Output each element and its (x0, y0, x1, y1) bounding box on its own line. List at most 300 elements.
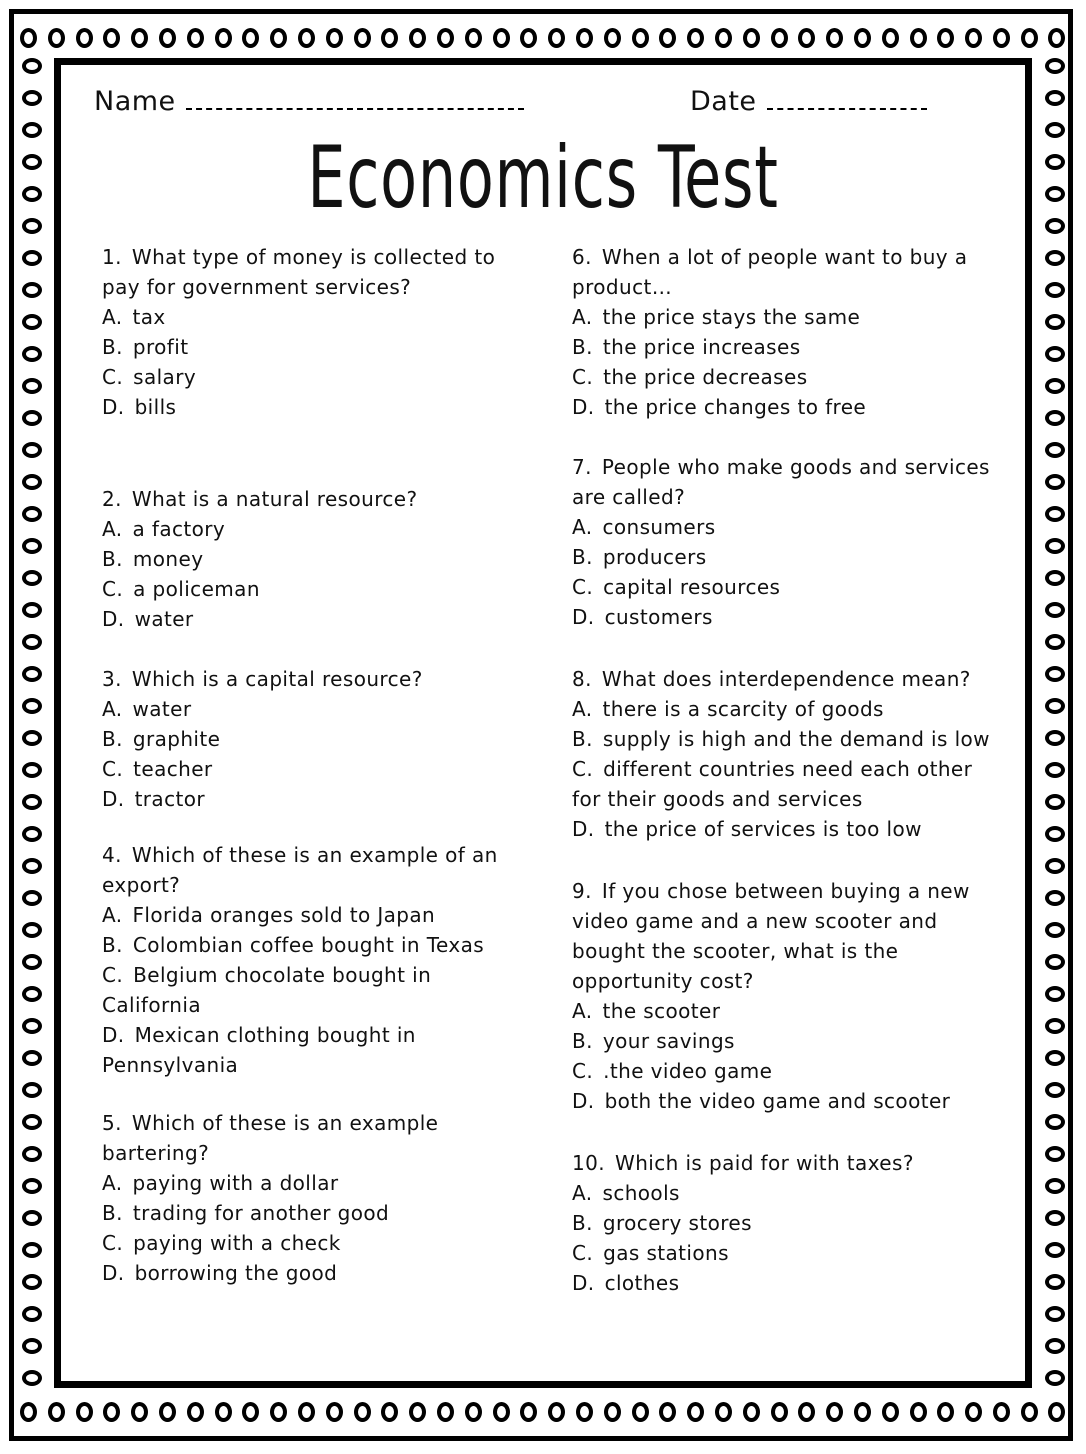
option-text: money (132, 547, 204, 571)
option-text: there is a scarcity of goods (602, 697, 884, 721)
ring-icon (22, 186, 42, 202)
ring-icon (270, 1402, 287, 1422)
option-text: Mexican clothing bought in Pennsylvania (102, 1023, 416, 1077)
ring-icon (1045, 1082, 1065, 1098)
option-text: paying with a check (133, 1231, 341, 1255)
decorative-ring-border-bottom (20, 1397, 1066, 1427)
ring-icon (1045, 314, 1065, 330)
question-prompt: What type of money is collected to pay for government services? (102, 245, 496, 299)
answer-option[interactable] (572, 1268, 1002, 1298)
answer-option[interactable] (102, 784, 532, 814)
answer-option[interactable] (102, 604, 532, 634)
ring-icon (437, 1402, 454, 1422)
option-letter: D. (572, 1089, 595, 1113)
question-text (102, 664, 532, 694)
question-text (572, 452, 1002, 512)
question-text (102, 840, 532, 900)
ring-icon (576, 28, 593, 48)
option-letter: A. (102, 1171, 123, 1195)
option-letter: C. (102, 757, 124, 781)
ring-icon (1045, 250, 1065, 266)
option-text: the price changes to free (604, 395, 867, 419)
ring-icon (1021, 1402, 1038, 1422)
ring-icon (242, 1402, 259, 1422)
option-letter: D. (572, 1271, 595, 1295)
ring-icon (1045, 1178, 1065, 1194)
ring-icon (298, 1402, 315, 1422)
option-text: the price of services is too low (604, 817, 922, 841)
ring-icon (937, 1402, 954, 1422)
ring-icon (22, 474, 42, 490)
ring-icon (1045, 890, 1065, 906)
ring-icon (326, 28, 343, 48)
option-letter: B. (572, 335, 593, 359)
option-text: the price stays the same (602, 305, 861, 329)
ring-icon (22, 1018, 42, 1034)
answer-option[interactable] (102, 514, 532, 544)
ring-icon (604, 28, 621, 48)
answer-option[interactable] (572, 1086, 1002, 1116)
ring-icon (22, 314, 42, 330)
ring-icon (1045, 1050, 1065, 1066)
ring-icon (409, 28, 426, 48)
decorative-ring-border-left (17, 58, 47, 1386)
ring-icon (22, 346, 42, 362)
option-text: supply is high and the demand is low (602, 727, 990, 751)
ring-icon (1045, 1274, 1065, 1290)
question-10 (572, 1148, 1002, 1298)
ring-icon (381, 1402, 398, 1422)
ring-icon (270, 28, 287, 48)
question-4 (102, 840, 532, 1080)
answer-option[interactable] (572, 996, 1002, 1026)
ring-icon (22, 762, 42, 778)
question-number: 9. (572, 879, 592, 903)
answer-option[interactable] (572, 1026, 1002, 1056)
answer-option[interactable] (102, 754, 532, 784)
ring-icon (22, 1114, 42, 1130)
ring-icon (1045, 954, 1065, 970)
question-3 (102, 664, 532, 814)
option-letter: D. (102, 395, 125, 419)
option-letter: D. (572, 817, 595, 841)
ring-icon (187, 28, 204, 48)
question-text (572, 242, 1002, 302)
question-text (572, 1148, 1002, 1178)
ring-icon (493, 1402, 510, 1422)
ring-icon (326, 1402, 343, 1422)
ring-icon (548, 28, 565, 48)
option-text: teacher (133, 757, 213, 781)
option-letter: C. (572, 1241, 594, 1265)
ring-icon (22, 922, 42, 938)
ring-icon (48, 28, 65, 48)
ring-icon (22, 378, 42, 394)
ring-icon (354, 1402, 371, 1422)
ring-icon (965, 1402, 982, 1422)
name-field[interactable] (94, 86, 524, 117)
answer-option[interactable] (102, 1228, 532, 1258)
ring-icon (22, 410, 42, 426)
date-field[interactable] (690, 86, 927, 117)
answer-option[interactable] (572, 572, 1002, 602)
question-prompt: Which is a capital resource? (131, 667, 423, 691)
question-8 (572, 664, 1002, 844)
ring-icon (1045, 122, 1065, 138)
option-text: the scooter (602, 999, 721, 1023)
option-letter: D. (102, 1023, 125, 1047)
ring-icon (242, 28, 259, 48)
ring-icon (22, 1370, 42, 1386)
option-letter: A. (102, 305, 123, 329)
ring-icon (22, 1178, 42, 1194)
name-label: Name (94, 86, 176, 117)
ring-icon (993, 1402, 1010, 1422)
option-text: both the video game and scooter (604, 1089, 951, 1113)
ring-icon (1045, 90, 1065, 106)
option-text: customers (604, 605, 713, 629)
ring-icon (1045, 538, 1065, 554)
ring-icon (159, 1402, 176, 1422)
ring-icon (659, 28, 676, 48)
option-letter: B. (102, 727, 123, 751)
ring-icon (520, 28, 537, 48)
ring-icon (715, 28, 732, 48)
question-prompt: Which of these is an example of an export? (102, 843, 498, 897)
ring-icon (1045, 1338, 1065, 1354)
ring-icon (76, 1402, 93, 1422)
question-prompt: If you chose between buying a new video game and a new scooter and bought the scooter, what is the opportunity cost? (572, 879, 970, 993)
option-letter: B. (572, 727, 593, 751)
ring-icon (1045, 442, 1065, 458)
answer-option[interactable] (572, 754, 1002, 814)
option-text: producers (602, 545, 707, 569)
option-text: Colombian coffee bought in Texas (132, 933, 485, 957)
question-text (102, 242, 532, 302)
option-letter: A. (572, 305, 593, 329)
ring-icon (1045, 1242, 1065, 1258)
ring-icon (22, 858, 42, 874)
answer-option[interactable] (572, 602, 1002, 632)
ring-icon (22, 218, 42, 234)
ring-icon (22, 954, 42, 970)
answer-option[interactable] (572, 542, 1002, 572)
question-number: 8. (572, 667, 592, 691)
question-prompt: People who make goods and services are called? (572, 455, 990, 509)
ring-icon (22, 1242, 42, 1258)
ring-icon (548, 1402, 565, 1422)
ring-icon (465, 28, 482, 48)
questions-column-left (102, 242, 532, 1288)
ring-icon (22, 1306, 42, 1322)
answer-option[interactable] (572, 332, 1002, 362)
ring-icon (22, 282, 42, 298)
answer-option[interactable] (572, 1208, 1002, 1238)
question-number: 4. (102, 843, 122, 867)
option-letter: C. (572, 757, 594, 781)
ring-icon (743, 1402, 760, 1422)
ring-icon (187, 1402, 204, 1422)
option-text: trading for another good (132, 1201, 390, 1225)
ring-icon (22, 666, 42, 682)
question-prompt: Which is paid for with taxes? (615, 1151, 914, 1175)
option-letter: A. (102, 517, 123, 541)
question-number: 2. (102, 487, 122, 511)
ring-icon (22, 1210, 42, 1226)
ring-icon (22, 1050, 42, 1066)
ring-icon (1045, 794, 1065, 810)
option-letter: B. (102, 335, 123, 359)
answer-option[interactable] (572, 362, 1002, 392)
question-number: 3. (102, 667, 122, 691)
option-text: tax (132, 305, 166, 329)
ring-icon (437, 28, 454, 48)
option-text: bills (134, 395, 177, 419)
question-prompt: Which of these is an example bartering? (102, 1111, 439, 1165)
ring-icon (131, 28, 148, 48)
ring-icon (1045, 730, 1065, 746)
option-letter: D. (572, 605, 595, 629)
ring-icon (798, 1402, 815, 1422)
name-blank[interactable] (186, 106, 524, 110)
ring-icon (381, 28, 398, 48)
ring-icon (1045, 1018, 1065, 1034)
ring-icon (1045, 634, 1065, 650)
answer-option[interactable] (572, 814, 1002, 844)
ring-icon (771, 1402, 788, 1422)
ring-icon (632, 28, 649, 48)
option-text: the price decreases (603, 365, 808, 389)
ring-icon (215, 1402, 232, 1422)
questions-column-right (572, 242, 1002, 1298)
ring-icon (1045, 154, 1065, 170)
answer-option[interactable] (102, 1020, 532, 1080)
answer-option[interactable] (572, 694, 1002, 724)
answer-option[interactable] (102, 302, 532, 332)
option-text: gas stations (603, 1241, 729, 1265)
answer-option[interactable] (102, 960, 532, 1020)
answer-option[interactable] (102, 900, 532, 930)
option-letter: D. (572, 395, 595, 419)
option-text: grocery stores (602, 1211, 752, 1235)
ring-icon (910, 1402, 927, 1422)
ring-icon (854, 1402, 871, 1422)
ring-icon (22, 1274, 42, 1290)
ring-icon (604, 1402, 621, 1422)
ring-icon (965, 28, 982, 48)
question-9 (572, 876, 1002, 1116)
answer-option[interactable] (102, 930, 532, 960)
option-letter: C. (102, 365, 124, 389)
option-letter: A. (572, 515, 593, 539)
ring-icon (22, 1082, 42, 1098)
option-text: consumers (602, 515, 716, 539)
ring-icon (1045, 666, 1065, 682)
date-label: Date (690, 86, 757, 117)
option-text: borrowing the good (134, 1261, 338, 1285)
ring-icon (659, 1402, 676, 1422)
ring-icon (993, 28, 1010, 48)
answer-option[interactable] (102, 574, 532, 604)
answer-option[interactable] (572, 302, 1002, 332)
ring-icon (22, 634, 42, 650)
ring-icon (743, 28, 760, 48)
question-number: 10. (572, 1151, 606, 1175)
decorative-ring-border-top (20, 23, 1066, 53)
option-text: water (132, 697, 192, 721)
ring-icon (76, 28, 93, 48)
ring-icon (715, 1402, 732, 1422)
ring-icon (1048, 28, 1065, 48)
question-number: 5. (102, 1111, 122, 1135)
ring-icon (1045, 474, 1065, 490)
ring-icon (22, 794, 42, 810)
ring-icon (632, 1402, 649, 1422)
option-text: paying with a dollar (132, 1171, 339, 1195)
option-letter: C. (102, 577, 124, 601)
ring-icon (20, 1402, 37, 1422)
ring-icon (103, 1402, 120, 1422)
answer-option[interactable] (572, 1178, 1002, 1208)
option-letter: B. (572, 1029, 593, 1053)
ring-icon (465, 1402, 482, 1422)
option-letter: A. (102, 903, 123, 927)
date-blank[interactable] (767, 106, 927, 110)
option-letter: C. (102, 1231, 124, 1255)
answer-option[interactable] (102, 1258, 532, 1288)
ring-icon (687, 28, 704, 48)
ring-icon (1045, 1370, 1065, 1386)
ring-icon (1045, 1146, 1065, 1162)
option-letter: B. (572, 1211, 593, 1235)
ring-icon (22, 890, 42, 906)
option-text: profit (132, 335, 189, 359)
question-2 (102, 484, 532, 634)
question-7 (572, 452, 1002, 632)
ring-icon (687, 1402, 704, 1422)
option-text: salary (133, 365, 197, 389)
ring-icon (22, 826, 42, 842)
option-letter: D. (102, 787, 125, 811)
option-letter: B. (102, 933, 123, 957)
ring-icon (1021, 28, 1038, 48)
ring-icon (354, 28, 371, 48)
ring-icon (1045, 282, 1065, 298)
ring-icon (1045, 922, 1065, 938)
ring-icon (1045, 858, 1065, 874)
option-text: clothes (604, 1271, 680, 1295)
ring-icon (1045, 1210, 1065, 1226)
option-letter: C. (572, 365, 594, 389)
ring-icon (882, 1402, 899, 1422)
option-letter: B. (102, 1201, 123, 1225)
ring-icon (20, 28, 37, 48)
ring-icon (910, 28, 927, 48)
ring-icon (1045, 410, 1065, 426)
option-text: .the video game (603, 1059, 773, 1083)
option-letter: A. (572, 999, 593, 1023)
question-prompt: What does interdependence mean? (601, 667, 971, 691)
ring-icon (22, 442, 42, 458)
ring-icon (409, 1402, 426, 1422)
ring-icon (771, 28, 788, 48)
answer-option[interactable] (102, 1168, 532, 1198)
question-prompt: When a lot of people want to buy a product… (572, 245, 968, 299)
ring-icon (1045, 58, 1065, 74)
ring-icon (826, 1402, 843, 1422)
ring-icon (22, 122, 42, 138)
option-letter: C. (572, 1059, 594, 1083)
option-text: your savings (602, 1029, 735, 1053)
question-1 (102, 242, 532, 422)
option-letter: B. (102, 547, 123, 571)
decorative-ring-border-right (1040, 58, 1070, 1386)
question-text (572, 664, 1002, 694)
answer-option[interactable] (572, 1056, 1002, 1086)
ring-icon (22, 154, 42, 170)
answer-option[interactable] (102, 392, 532, 422)
answer-option[interactable] (572, 724, 1002, 754)
ring-icon (159, 28, 176, 48)
ring-icon (131, 1402, 148, 1422)
ring-icon (22, 698, 42, 714)
option-text: graphite (132, 727, 221, 751)
option-text: schools (602, 1181, 680, 1205)
ring-icon (576, 1402, 593, 1422)
question-5 (102, 1108, 532, 1288)
option-letter: B. (572, 545, 593, 569)
ring-icon (22, 570, 42, 586)
ring-icon (22, 538, 42, 554)
option-letter: C. (102, 963, 124, 987)
answer-option[interactable] (102, 362, 532, 392)
question-text (102, 484, 532, 514)
option-text: different countries need each other for their goods and services (572, 757, 973, 811)
question-text (102, 1108, 532, 1168)
ring-icon (1045, 186, 1065, 202)
page-title: Economics Test (307, 128, 779, 228)
answer-option[interactable] (102, 544, 532, 574)
answer-option[interactable] (572, 392, 1002, 422)
ring-icon (48, 1402, 65, 1422)
option-text: Belgium chocolate bought in California (102, 963, 432, 1017)
answer-option[interactable] (102, 1198, 532, 1228)
ring-icon (22, 250, 42, 266)
question-number: 6. (572, 245, 592, 269)
ring-icon (520, 1402, 537, 1422)
question-6 (572, 242, 1002, 422)
answer-option[interactable] (102, 332, 532, 362)
question-text (572, 876, 1002, 996)
ring-icon (493, 28, 510, 48)
ring-icon (882, 28, 899, 48)
option-letter: C. (572, 575, 594, 599)
answer-option[interactable] (572, 512, 1002, 542)
question-number: 7. (572, 455, 592, 479)
option-text: a factory (132, 517, 226, 541)
answer-option[interactable] (102, 694, 532, 724)
ring-icon (1045, 602, 1065, 618)
ring-icon (103, 28, 120, 48)
option-text: the price increases (602, 335, 801, 359)
ring-icon (1045, 698, 1065, 714)
ring-icon (937, 28, 954, 48)
answer-option[interactable] (572, 1238, 1002, 1268)
ring-icon (826, 28, 843, 48)
answer-option[interactable] (102, 724, 532, 754)
option-letter: D. (102, 607, 125, 631)
ring-icon (22, 1338, 42, 1354)
